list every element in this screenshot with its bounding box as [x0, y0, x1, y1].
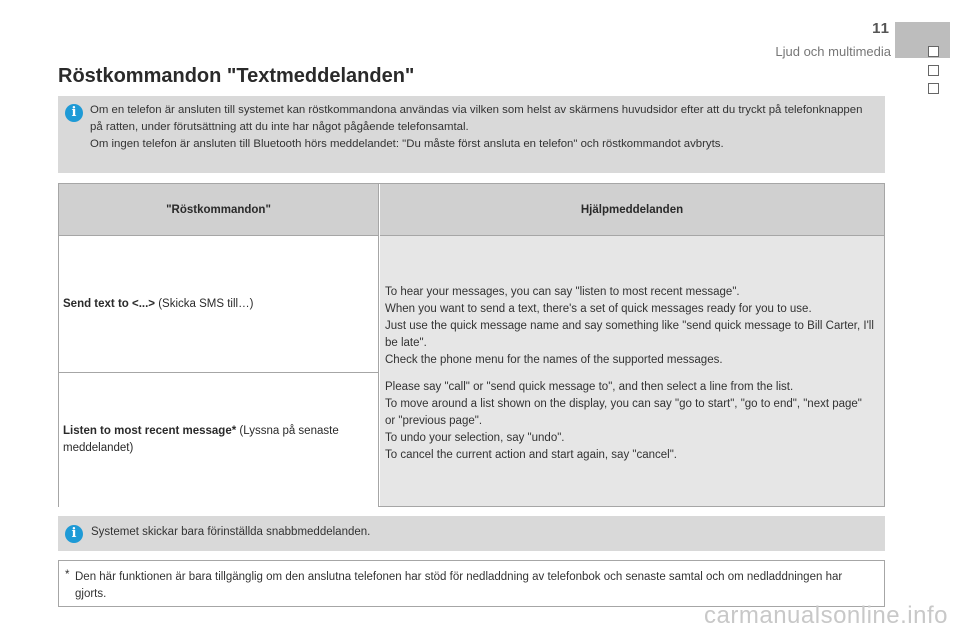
command-name: Send text to <...> — [63, 297, 156, 310]
footnote-marker: * — [231, 425, 237, 437]
column-header-commands: "Röstkommandon" — [59, 184, 379, 235]
info-line-2: Om ingen telefon är ansluten till Bluetooth hörs meddelandet: "Du måste först ansluta en telefon" och röstkommandot avbryts. — [90, 138, 724, 150]
footnote-text: Den här funktionen är bara tillgänglig om den anslutna telefonen har stöd för nedladdning av telefonbok och senaste samtal och om nedladdningen har gjorts. — [75, 571, 843, 600]
info-icon: i — [65, 104, 83, 122]
footnote-marker: * — [65, 569, 70, 581]
help-line: Please say "call" or "send quick message to", and then select a line from the list. — [385, 381, 794, 393]
command-cell-send-text — [59, 235, 379, 372]
command-cell-listen-recent — [59, 372, 379, 507]
info-icon: i — [65, 525, 83, 543]
command-translation: (Lyssna på senaste meddelandet) — [63, 425, 339, 454]
help-line: To hear your messages, you can say "listen to most recent message". — [385, 286, 740, 298]
note-box — [58, 516, 885, 551]
command-name: Listen to most recent message — [63, 425, 232, 437]
section-label: Ljud och multimedia — [775, 44, 891, 59]
watermark: carmanualsonline.info — [704, 602, 948, 629]
info-line-1: Om en telefon är ansluten till systemet kan röstkommandona användas via vilken som helst av skärmens huvudsidor efter att du tryckt på telefonknappen på ratten, under förutsättning att du inte har något pågående telefonsamtal. — [90, 104, 863, 133]
help-paragraph-1 — [385, 284, 874, 369]
footnote-box — [58, 560, 885, 607]
info-box — [58, 96, 885, 173]
help-line: Just use the quick message name and say something like "send quick message to Bill Carter, I'll be late". — [385, 320, 874, 349]
column-header-help: Hjälpmeddelanden — [380, 184, 884, 235]
help-line: To move around a list shown on the display, you can say "go to start", "go to end", "next page" or "previous page". — [385, 398, 862, 427]
chapter-marker-2 — [928, 65, 939, 76]
help-paragraph-2 — [385, 379, 874, 464]
help-line: Check the phone menu for the names of the supported messages. — [385, 354, 723, 366]
help-line: To undo your selection, say "undo". — [385, 432, 565, 444]
help-line: To cancel the current action and start again, say "cancel". — [385, 449, 677, 461]
chapter-tab — [895, 22, 950, 58]
page-number: 11 — [872, 20, 890, 37]
page-title: Röstkommandon "Textmeddelanden" — [58, 65, 415, 87]
command-translation: (Skicka SMS till…) — [155, 297, 254, 310]
help-messages-cell — [380, 235, 884, 506]
note-text: Systemet skickar bara förinställda snabbmeddelanden. — [91, 526, 371, 538]
help-line: When you want to send a text, there's a set of quick messages ready for you to use. — [385, 303, 812, 315]
chapter-marker-1 — [928, 46, 939, 57]
chapter-marker-3 — [928, 83, 939, 94]
voice-command-table — [58, 183, 885, 507]
info-text — [90, 102, 871, 153]
